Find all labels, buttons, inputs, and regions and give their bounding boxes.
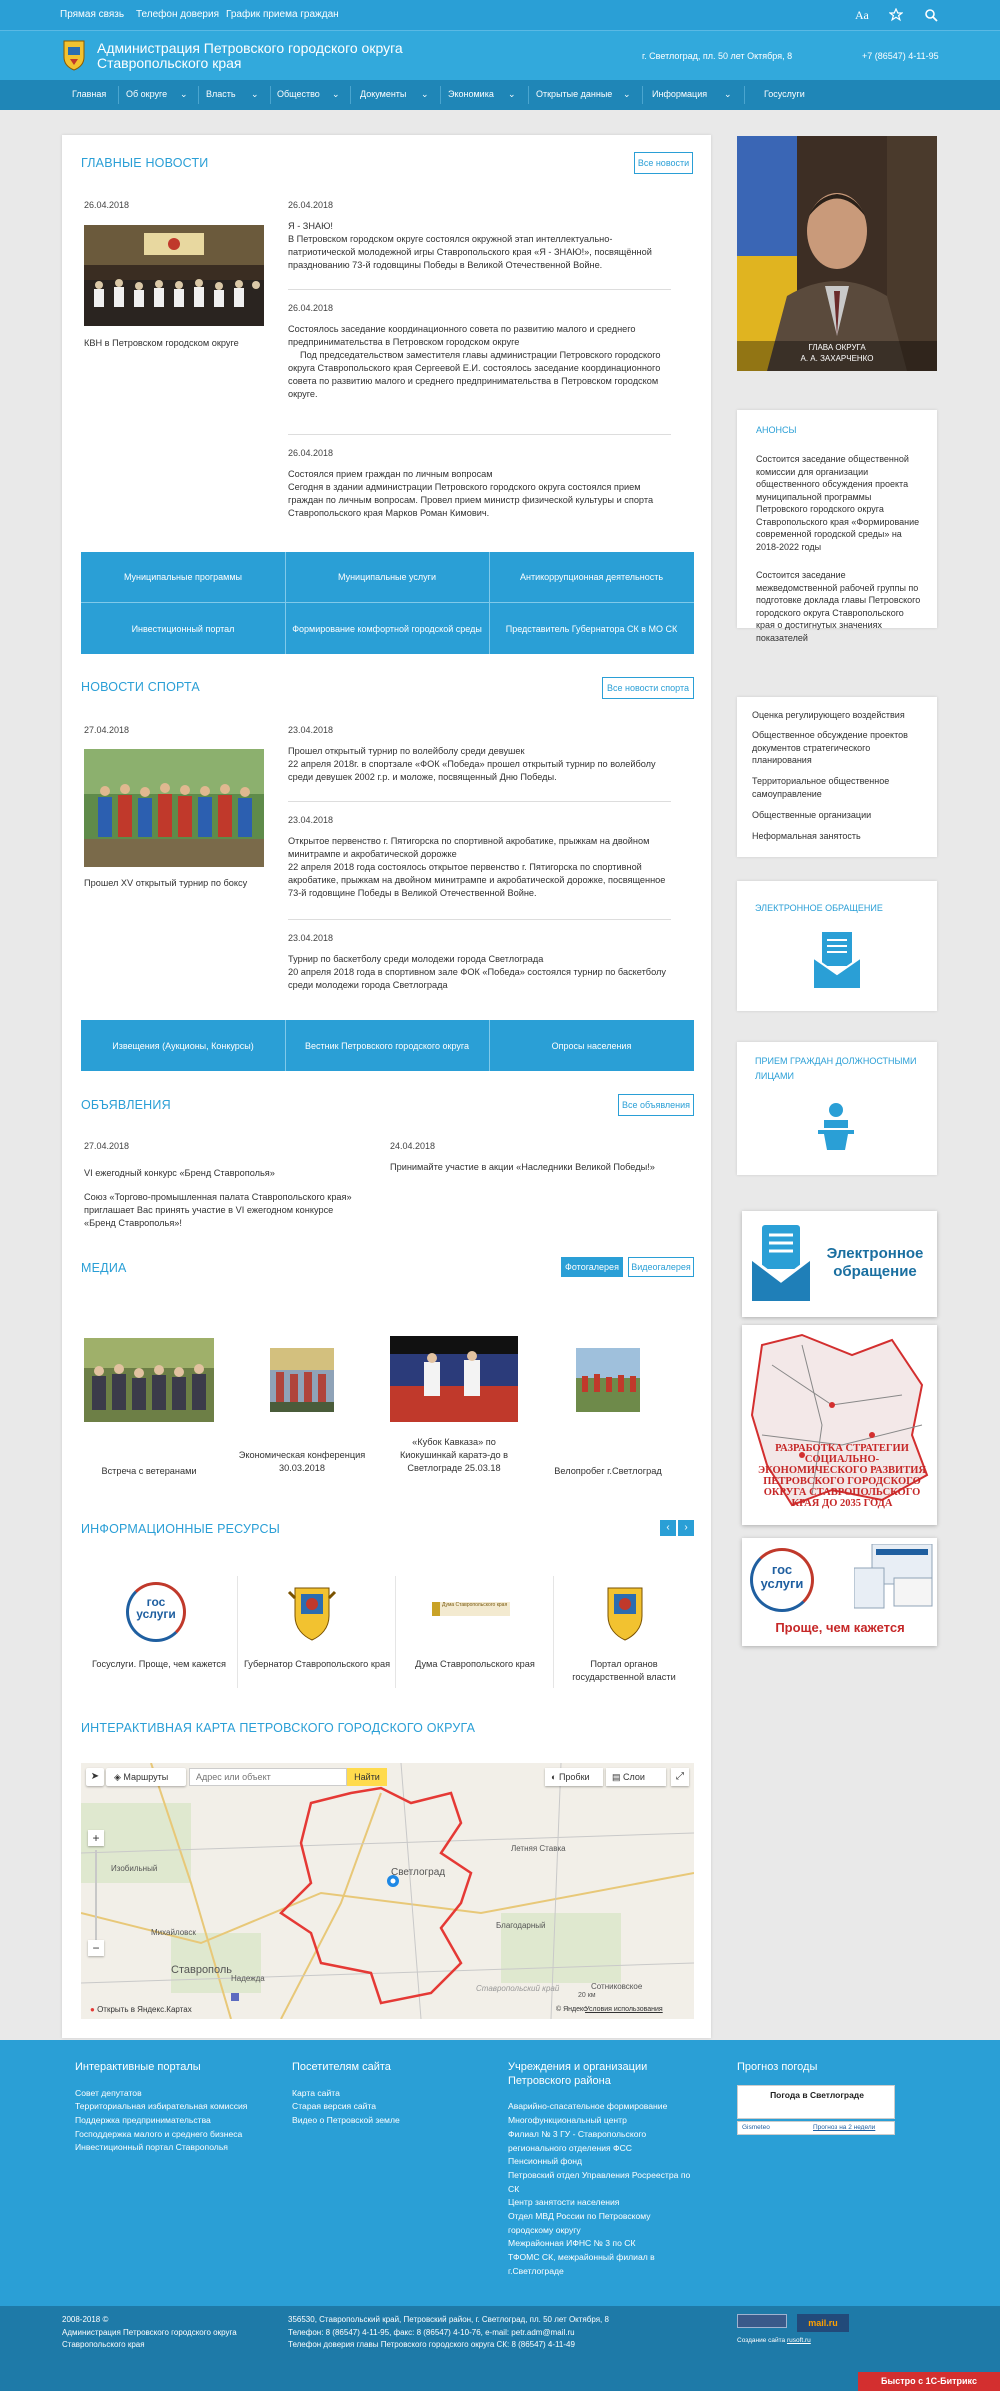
news-item[interactable] [288,468,673,520]
footer-link[interactable]: Филиал № 3 ГУ - Ставропольского регионального отделения ФСС [508,2129,647,2153]
link-municipal-programs[interactable]: Муниципальные программы [123,572,243,582]
gosuslugi-logo-line2: услуги [136,1607,176,1621]
sport-news-title: НОВОСТИ СПОРТА [81,680,200,694]
tab-video-gallery[interactable]: Видеогалерея [628,1257,694,1277]
weather-2weeks-link[interactable]: Прогноз на 2 недели [813,2124,876,2131]
head-portrait-photo[interactable] [737,136,937,371]
site-creator-link[interactable]: rusoft.ru [786,2337,811,2344]
resource-caption[interactable]: Портал органов государственной власти [572,1659,676,1682]
media-photo-veterans[interactable] [84,1338,214,1422]
resource-caption[interactable]: Губернатор Ставропольского края [243,1659,391,1669]
footer-link[interactable]: Центр занятости населения [508,2197,620,2207]
map-label: Михайловск [151,1928,196,1937]
banner-gosuslugi[interactable] [742,1538,937,1646]
link-tenders[interactable]: Извещения (Аукционы, Конкурсы) [112,1040,254,1051]
sport-item[interactable] [288,835,680,900]
sidebar-link[interactable]: Общественное обсуждение проектов документов стратегического планирования [752,730,908,765]
footer [0,2040,1000,2306]
map-traffic-label: Пробки [558,1772,590,1782]
sidebar-link[interactable]: Общественные организации [752,810,872,820]
banner-e-appeal-text: Электронное обращение [826,1245,924,1280]
sport-title[interactable]: Прошел открытый турнир по волейболу среди девушек [288,746,525,756]
footer-link[interactable]: Пенсионный фонд [508,2156,583,2166]
chevron-down-icon: ⌄ [724,89,732,99]
bitrix-badge[interactable]: Быстро с 1С-Битрикс [858,2372,1000,2391]
envelope-icon [812,932,862,990]
open-yandex-maps-label: Открыть в Яндекс.Картах [97,2005,192,2014]
footer-col-title: Учреждения и организации Петровского района [508,2061,648,2087]
reception-card[interactable] [737,1042,937,1175]
sport-date: 23.04.2018 [288,725,334,735]
map-label: Сотниковское [591,1982,643,1991]
chevron-down-icon: ⌄ [251,89,259,99]
sidebar-links-card [737,697,937,857]
footer-link[interactable]: Отдел МВД России по Петровскому городскому округу [508,2211,651,2235]
nav-info[interactable]: Информация [652,89,708,99]
screens-icon [854,1544,934,1610]
copyright-region: Ставропольского края [62,2340,145,2349]
site-title-line1: Администрация Петровского городского округа [97,40,403,56]
sport-date: 23.04.2018 [288,815,334,825]
sport-date: 23.04.2018 [288,933,334,943]
map-terms-link[interactable]: Условия использования [585,2006,663,2013]
news-body: Сегодня в здании администрации Петровского городского округа состоялся прием граждан по личным вопросам. Провел прием министр физической культуры и спорта Ставропольского края Марков Роман Кимович. [288,482,654,518]
head-caption-role: ГЛАВА ОКРУГА [808,343,866,352]
footer-link[interactable]: Аварийно-спасательное формирование [508,2101,668,2111]
counter-badge[interactable] [737,2314,787,2328]
main-news-title: ГЛАВНЫЕ НОВОСТИ [81,156,209,170]
weather-widget[interactable] [737,2085,895,2119]
header-phone: +7 (86547) 4-11-95 [862,51,939,61]
media-caption[interactable]: «Кубок Кавказа» по Киокушинкай каратэ-до в Светлограде 25.03.18 [399,1437,509,1473]
news-date: 26.04.2018 [288,448,334,458]
footer-link[interactable]: Видео о Петровской земле [292,2115,400,2125]
media-photo-karate[interactable] [390,1336,518,1422]
news-title[interactable]: Состоялось заседание координационного совета по развитию малого и среднего предпринимательства в Петровском городском округе [288,324,636,347]
resource-caption[interactable]: Дума Ставропольского края [415,1659,535,1669]
nav-society[interactable]: Общество [277,89,320,99]
portal-emblem-icon [600,1582,650,1642]
gosuslugi-logo-line1: гос [146,1595,166,1609]
search-icon[interactable] [924,8,938,22]
site-creator [737,2337,811,2344]
header-address: г. Светлоград, пл. 50 лет Октября, 8 [642,51,793,61]
map-traffic-button[interactable] [545,1768,603,1786]
media-caption[interactable]: Встреча с ветеранами [101,1466,197,1476]
weather-title: Погода в Светлограде [770,2090,864,2100]
footer-col-title: Прогноз погоды [737,2061,818,2073]
sport-body: 22 апреля 2018г. в спортзале «ФОК «Победа» прошел открытый турнир по волейболу среди девушек 2002 г.р. и моложе, посвященный Дню Победы. [288,759,656,782]
all-news-button[interactable]: Все новости [634,152,693,174]
gosuslugi-banner-line1: гос [771,1562,793,1577]
map-routes-button[interactable] [106,1768,186,1786]
footer-link[interactable]: Инвестиционный портал Ставрополья [75,2142,228,2152]
sidebar-link[interactable]: Территориальное общественное самоуправление [752,776,890,799]
link-anticorruption[interactable]: Антикоррупционная деятельность [519,572,664,582]
site-header [0,30,1000,80]
map-copyright: © Яндекс [556,2006,587,2013]
media-caption[interactable]: Экономическая конференция 30.03.2018 [238,1450,366,1473]
head-caption [737,342,937,364]
footer-link[interactable]: Петровский отдел Управления Росреестра по СК [508,2170,691,2194]
announces-title: АНОНСЫ [756,425,797,435]
footer-col-title: Интерактивные порталы [75,2061,201,2073]
tab-photo-gallery[interactable]: Фотогалерея [561,1257,623,1277]
footer-address: 356530, Ставропольский край, Петровский район, г. Светлоград, пл. 50 лет Октября, 8 [288,2315,609,2324]
footer-link[interactable]: Господдержка малого и среднего бизнеса [75,2129,243,2139]
link-investment-portal[interactable]: Инвестиционный портал [131,623,235,634]
sidebar-link[interactable]: Оценка регулирующего воздействия [752,710,905,720]
gosuslugi-logo-text [126,1596,186,1620]
link-polls[interactable]: Опросы населения [551,1040,632,1051]
map-label: Летняя Ставка [511,1844,566,1853]
map-search-input[interactable] [189,1768,347,1786]
chevron-down-icon: ⌄ [623,89,631,99]
announces-card [737,410,937,643]
main-content [62,135,711,2038]
interactive-map[interactable] [81,1763,694,2019]
news-body: Под председательством заместителя главы администрации Петровского городского округа Ставропольского края Сергеевой Е.И. состоялось заседание координационного совета по развитию малого и среднего предпринимательства в Петровском городском округе. [288,350,661,399]
governor-emblem-icon [287,1582,337,1642]
coat-of-arms-icon[interactable] [62,39,86,71]
nav-gosuslugi[interactable]: Госуслуги [764,89,805,99]
ad-title[interactable]: Принимайте участие в акции «Наследники Великой Победы!» [390,1162,655,1172]
sport-title[interactable]: Открытое первенство г. Пятигорска по спортивной акробатике, прыжкам на двойном минитрампе и акробатической дорожке [288,836,650,859]
topbar-link-direct[interactable]: Прямая связь [60,9,125,20]
announce-item[interactable]: Состоится заседание межведомственной рабочей группы по подготовке доклада главы Петровского городского округа Ставропольского края о достигнутых значениях показателей [756,570,921,643]
gosuslugi-banner-slogan: Проще, чем кажется [775,1620,905,1635]
map-layers-label: Слои [623,1772,645,1782]
all-ads-button[interactable]: Все объявления [618,1094,694,1116]
link-comfortable-city[interactable]: Формирование комфортной городской среды [292,623,482,634]
links-grid-2 [81,1020,694,1071]
weather-footer [737,2121,895,2135]
feature-news-date: 26.04.2018 [84,200,130,210]
map-label: Ставрополь [171,1964,233,1976]
carousel-prev-button[interactable]: ‹ [660,1520,676,1536]
links-grid-1 [81,552,694,654]
reception-title: ПРИЕМ ГРАЖДАН ДОЛЖНОСТНЫМИ ЛИЦАМИ [755,1056,917,1081]
map-label: Надежда [231,1974,265,1983]
weather-provider[interactable]: Gismeteo [742,2124,770,2131]
news-body: В Петровском городском округе состоялся окружной этап интеллектуально-патриотической молодежной игры Ставропольского края «Я - ЗНАЮ!», посвящённой празднованию 73-й годовщины Победы в Великой Отечественной Войне. [288,234,652,270]
open-yandex-maps-link[interactable] [90,2005,192,2014]
gosuslugi-banner-logo-text [750,1563,814,1591]
announce-item[interactable]: Состоится заседание общественной комиссии для организации общественного обсуждения проекта муниципальной программы Петровского городского округа Ставропольского края «Формирование современной городской среды» на 2018-2022 годы [756,454,920,552]
feature-sport-caption[interactable]: Прошел XV открытый турнир по боксу [84,878,248,888]
nav-home[interactable]: Главная [72,89,107,99]
nav-economy[interactable]: Экономика [448,89,494,99]
site-title[interactable] [97,41,403,71]
font-size-button[interactable]: Аа [855,8,869,22]
gosuslugi-banner-line2: услуги [760,1576,804,1591]
map-label: Светлоград [391,1867,446,1878]
sport-item[interactable] [288,745,678,784]
e-appeal-card[interactable] [737,881,937,1011]
nav-power[interactable]: Власть [206,89,236,99]
news-title[interactable]: Состоялся прием граждан по личным вопросам [288,469,493,479]
all-sport-news-button[interactable]: Все новости спорта [602,677,694,699]
news-date: 26.04.2018 [288,200,334,210]
footer-link[interactable]: Старая версия сайта [292,2101,377,2111]
sidebar-link[interactable]: Неформальная занятость [752,831,861,841]
nav-documents[interactable]: Документы [360,89,407,99]
media-photo-conference[interactable] [270,1348,334,1412]
map-routes-label: Маршруты [123,1772,169,1782]
ads-title: ОБЪЯВЛЕНИЯ [81,1098,171,1112]
news-date: 26.04.2018 [288,303,334,313]
copyright-org: Администрация Петровского городского округа [62,2328,237,2337]
ad-title[interactable]: VI ежегодный конкурс «Бренд Ставрополья» [84,1168,275,1178]
media-caption[interactable]: Велопробег г.Светлоград [554,1466,662,1476]
boxing-photo[interactable] [84,749,264,867]
banner-strategy-text: РАЗРАБОТКА СТРАТЕГИИ СОЦИАЛЬНО-ЭКОНОМИЧЕСКОГО РАЗВИТИЯ ПЕТРОВСКОГО ГОРОДСКОГО ОКРУГА СТАВРОПОЛЬСКОГО КРАЯ ДО 2035 ГОДА [758,1443,926,1509]
ad-date: 24.04.2018 [390,1141,436,1151]
head-caption-name: А. А. ЗАХАРЧЕНКО [800,354,874,363]
sport-item[interactable] [288,953,673,992]
site-creator-label: Создание сайта [737,2337,786,2344]
map-scale: 20 км [578,1992,596,1999]
footer-link[interactable]: Совет депутатов [75,2088,142,2098]
banner-strategy[interactable] [742,1325,937,1525]
map-title: ИНТЕРАКТИВНАЯ КАРТА ПЕТРОВСКОГО ГОРОДСКОГО ОКРУГА [81,1721,476,1735]
chevron-down-icon: ⌄ [508,89,516,99]
bottom-bar [0,2306,1000,2391]
site-title-line2: Ставропольского края [97,55,242,71]
map-label: Благодарный [496,1921,546,1930]
top-bar [0,0,1000,30]
footer-link[interactable]: Многофункциональный центр [508,2115,627,2125]
chevron-down-icon: ⌄ [421,89,429,99]
map-layers-button[interactable] [606,1768,666,1786]
footer-link[interactable]: ТФОМС СК, межрайонный филиал в г.Светлограде [508,2252,655,2276]
topbar-link-schedule[interactable]: График приема граждан [226,9,339,20]
duma-logo: Дума Ставропольского края [432,1602,510,1616]
ad-body: Союз «Торгово-промышленная палата Ставропольского края» приглашает Вас принять участие в VI ежегодном конкурсе «Бренд Ставрополья»! [84,1192,352,1228]
media-photo-bike-race[interactable] [576,1348,640,1412]
link-bulletin[interactable]: Вестник Петровского городского округа [305,1040,469,1051]
routes-icon: ◈ [114,1772,124,1782]
mailru-counter[interactable]: mail.ru [797,2314,849,2332]
ad-date: 27.04.2018 [84,1141,130,1151]
feature-sport-date: 27.04.2018 [84,725,130,735]
kvn-photo[interactable] [84,225,264,326]
star-icon[interactable] [889,8,903,22]
map-label: Ставропольский край [476,1984,560,1993]
traffic-icon: ◐ [551,1772,559,1782]
feature-news-caption[interactable]: КВН в Петровском городском округе [84,338,239,348]
zoom-slider[interactable] [95,1850,97,1944]
link-municipal-services[interactable]: Муниципальные услуги [337,572,436,582]
envelope-banner-icon [750,1225,812,1303]
nav-open-data[interactable]: Открытые данные [536,89,613,99]
locate-icon[interactable]: ➤ [86,1768,104,1786]
resources-title: ИНФОРМАЦИОННЫЕ РЕСУРСЫ [81,1522,280,1536]
news-title[interactable]: Я - ЗНАЮ! [288,221,333,231]
zoom-in-button[interactable]: + [88,1830,104,1846]
e-appeal-title: ЭЛЕКТРОННОЕ ОБРАЩЕНИЕ [755,903,883,913]
main-nav [0,80,1000,110]
footer-col-title: Посетителям сайта [292,2061,391,2073]
chevron-down-icon: ⌄ [332,89,340,99]
topbar-link-trust-phone[interactable]: Телефон доверия [136,9,219,20]
speaker-icon [816,1102,856,1152]
news-item[interactable] [288,323,668,401]
layers-icon: ▤ [612,1772,624,1782]
carousel-next-button[interactable]: › [678,1520,694,1536]
resource-caption[interactable]: Госуслуги. Проще, чем кажется [92,1659,226,1669]
footer-trust-phone: Телефон доверия главы Петровского городского округа СК: 8 (86547) 4-11-49 [288,2340,575,2349]
news-item[interactable] [288,220,678,272]
media-title: МЕДИА [81,1261,127,1275]
banner-e-appeal[interactable] [742,1211,937,1317]
footer-phones: Телефон: 8 (86547) 4-11-95, факс: 8 (86547) 4-10-76, e-mail: petr.adm@mail.ru [288,2328,575,2337]
resource-card[interactable] [396,1576,554,1688]
footer-link[interactable]: Межрайонная ИФНС № 3 по СК [508,2238,636,2248]
sport-title[interactable]: Турнир по баскетболу среди молодежи города Светлограда [288,954,544,964]
zoom-out-button[interactable]: − [88,1940,104,1956]
chevron-down-icon: ⌄ [180,89,188,99]
pin-icon: ● [90,2005,98,2014]
footer-link[interactable]: Карта сайта [292,2088,340,2098]
footer-link[interactable]: Поддержка предпринимательства [75,2115,211,2125]
sport-body: 20 апреля 2018 года в спортивном зале ФОК «Победа» состоялся турнир по баскетболу среди молодежи города Светлограда [288,967,666,990]
footer-link[interactable]: Территориальная избирательная комиссия [75,2101,248,2111]
map-find-button[interactable]: Найти [347,1768,387,1786]
copyright-year: 2008-2018 © [62,2315,109,2324]
fullscreen-icon[interactable]: ⤢ [671,1768,689,1786]
nav-about[interactable]: Об округе [126,89,168,99]
link-governor-rep[interactable]: Представитель Губернатора СК в МО СК [505,623,678,634]
map-label: Изобильный [111,1864,158,1873]
sport-body: 22 апреля 2018 года состоялось открытое первенство г. Пятигорска по спортивной акробатике, прыжкам на двойном минитрампе и акробатической дорожке, посвященное 73-й годовщине Победы в Великой Отечественной Войне. [288,862,666,898]
